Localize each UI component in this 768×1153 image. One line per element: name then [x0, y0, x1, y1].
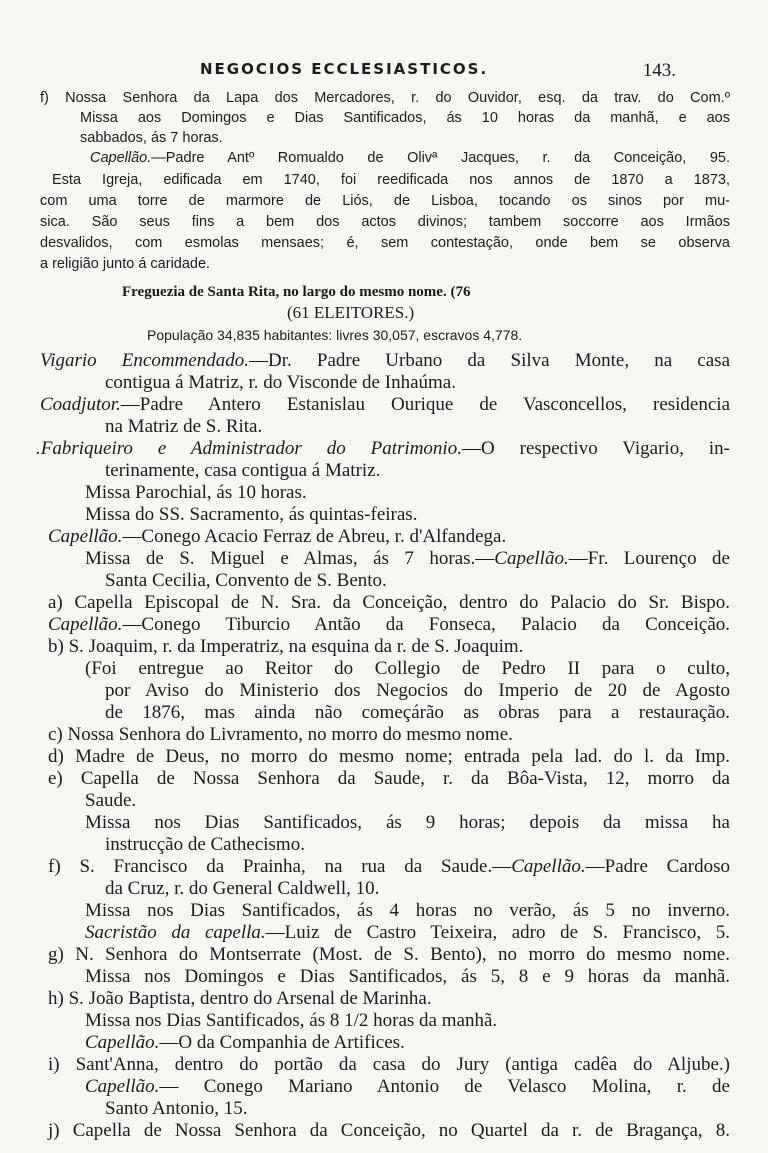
text-line: Coadjutor.—Padre Antero Estanislau Ourique de Vasconcellos, residencia — [40, 394, 730, 415]
text-line: d) Madre de Deus, no morro do mesmo nome; entrada pela lad. do l. da Imp. — [48, 746, 730, 767]
text-line: g) N. Senhora do Montserrate (Most. de S. Bento), no morro do mesmo nome. — [48, 944, 730, 965]
text-line: i) Sant'Anna, dentro do portão da casa do Jury (antiga cadêa do Aljube.) — [48, 1054, 730, 1075]
text-line: Missa de S. Miguel e Almas, ás 7 horas.—Capellão.—Fr. Lourenço de — [85, 548, 730, 569]
text-line: Capellão.— Conego Mariano Antonio de Velasco Molina, r. de — [85, 1076, 730, 1097]
text-line: Vigario Encommendado.—Dr. Padre Urbano da Silva Monte, na casa — [40, 350, 730, 371]
text-line: b) S. Joaquim, r. da Imperatriz, na esquina da r. de S. Joaquim. — [48, 636, 524, 657]
text-line: Missa nos Domingos e Dias Santificados, ás 5, 8 e 9 horas da manhã. — [85, 966, 730, 987]
text-line: f) S. Francisco da Prainha, na rua da Saude.—Capellão.—Padre Cardoso — [48, 856, 731, 877]
text-line: da Cruz, r. do General Caldwell, 10. — [105, 878, 380, 899]
text-line: Santo Antonio, 15. — [105, 1098, 248, 1119]
text-line: por Aviso do Ministerio dos Negocios do Imperio de 20 de Agosto — [105, 680, 730, 701]
text-line: instrucção de Cathecismo. — [105, 834, 305, 855]
text-line: Missa do SS. Sacramento, ás quintas-feiras. — [85, 504, 418, 525]
text-line: Capellão.—Padre Antº Romualdo de Olivª Jacques, r. da Conceição, 95. — [90, 150, 730, 166]
text-line: na Matriz de S. Rita. — [105, 416, 263, 437]
text-line: a) Capella Episcopal de N. Sra. da Conceição, dentro do Palacio do Sr. Bispo. — [48, 592, 730, 613]
text-line: terinamente, casa contigua á Matriz. — [105, 460, 381, 481]
text-line: Esta Igreja, edificada em 1740, foi reedificada nos annos de 1870 a 1873, — [52, 172, 730, 188]
text-line: Capellão.—Conego Tiburcio Antão da Fonseca, Palacio da Conceição. — [48, 614, 730, 635]
text-line: j) Capella de Nossa Senhora da Conceição, no Quartel da r. de Bragança, 8. — [48, 1120, 730, 1141]
page-number: 143. — [642, 60, 676, 81]
page-header — [0, 60, 768, 84]
text-line: .Fabriqueiro e Administrador do Patrimonio.—O respectivo Vigario, in- — [36, 438, 730, 459]
text-line: Missa nos Dias Santificados, ás 9 horas; depois da missa ha — [85, 812, 730, 833]
section-title: Freguezia de Santa Rita, no largo do mesmo nome. (76 — [122, 284, 471, 300]
population-line: População 34,835 habitantes: livres 30,057, escravos 4,778. — [147, 327, 523, 343]
running-title: NEGOCIOS ECCLESIASTICOS. — [200, 60, 489, 78]
text-line: Santa Cecilia, Convento de S. Bento. — [105, 570, 387, 591]
text-line: de 1876, mas ainda não começárão as obras para a restauração. — [105, 702, 730, 723]
text-line: Capellão.—O da Companhia de Artifices. — [85, 1032, 405, 1053]
text-line: Saude. — [85, 790, 137, 811]
text-line: Capellão.—Conego Acacio Ferraz de Abreu, r. d'Alfandega. — [48, 526, 507, 547]
text-line: desvalidos, com esmolas mensaes; é, sem contestação, onde bem se observa — [40, 235, 730, 251]
text-line: f) Nossa Senhora da Lapa dos Mercadores, r. do Ouvidor, esq. da trav. do Com.º — [40, 90, 730, 106]
text-line: (Foi entregue ao Reitor do Collegio de Pedro II para o culto, — [85, 658, 730, 679]
text-line: c) Nossa Senhora do Livramento, no morro do mesmo nome. — [48, 724, 513, 745]
electors-count: (61 ELEITORES.) — [287, 303, 415, 322]
text-line: com uma torre de marmore de Liós, de Lisboa, tocando os sinos por mu- — [40, 193, 730, 209]
text-line: Sacristão da capella.—Luiz de Castro Teixeira, adro de S. Francisco, 5. — [85, 922, 730, 943]
text-line: Missa aos Domingos e Dias Santificados, ás 10 horas da manhã, e aos — [80, 110, 730, 126]
text-line: Missa Parochial, ás 10 horas. — [85, 482, 307, 503]
text-line: sabbados, ás 7 horas. — [80, 130, 223, 146]
text-line: contigua á Matriz, r. do Visconde de Inhaúma. — [105, 372, 456, 393]
text-line: Missa nos Dias Santificados, ás 8 1/2 horas da manhã. — [85, 1010, 498, 1031]
text-line: h) S. João Baptista, dentro do Arsenal de Marinha. — [48, 988, 432, 1009]
text-line: a religião junto á caridade. — [40, 256, 211, 272]
text-line: e) Capella de Nossa Senhora da Saude, r. da Bôa-Vista, 12, morro da — [48, 768, 730, 789]
text-line: Missa nos Dias Santificados, ás 4 horas no verão, ás 5 no inverno. — [85, 900, 730, 921]
text-line: sica. São seus fins a bem dos actos divinos; tambem soccorre aos Irmãos — [40, 214, 730, 230]
